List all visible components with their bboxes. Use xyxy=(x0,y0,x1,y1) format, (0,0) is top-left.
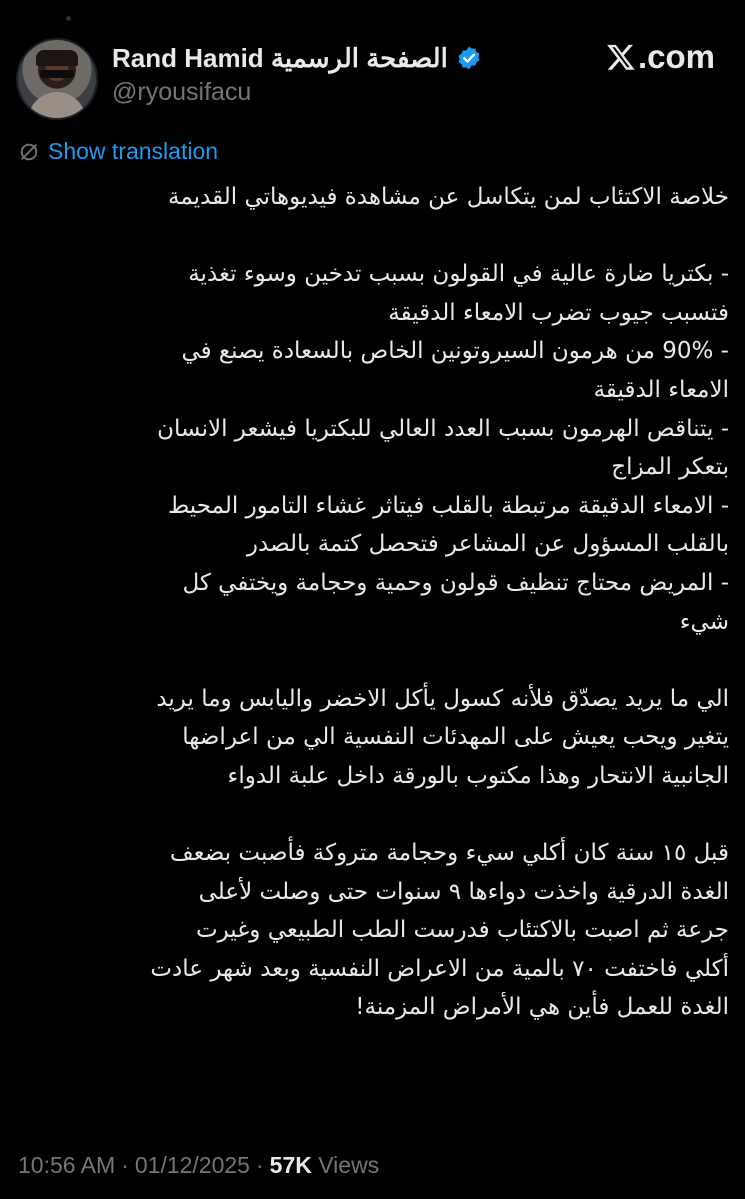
tweet-line: قبل ١٥ سنة كان أكلي سيء وحجامة متروكة فأصبت بضعف xyxy=(169,840,729,867)
decorative-dot xyxy=(66,16,71,21)
verified-badge-icon xyxy=(456,45,482,71)
tweet-line: - يتناقص الهرمون بسبب العدد العالي للبكتريا فيشعر الانسان xyxy=(157,415,729,442)
tweet-line: الامعاء الدقيقة xyxy=(593,376,729,403)
tweet-line: جرعة ثم اصبت بالاكتئاب فدرست الطب الطبيعي وغيرت xyxy=(195,917,729,944)
site-label xyxy=(606,38,715,76)
tweet-blank-line xyxy=(18,217,729,256)
tweet-time[interactable]: 10:56 AM xyxy=(18,1152,116,1178)
avatar-glasses xyxy=(40,70,74,78)
meta-separator: · xyxy=(255,1152,264,1178)
tweet-line: يتغير ويحب يعيش على المهدئات النفسية الي من اعراضها xyxy=(182,724,729,751)
tweet-line: خلاصة الاكتئاب لمن يتكاسل عن مشاهدة فيديوهاتي القديمة xyxy=(168,184,729,210)
translate-icon xyxy=(18,141,40,163)
tweet-line: - المريض محتاج تنظيف قولون وحمية وحجامة ويختفي كل xyxy=(182,569,729,596)
tweet-blank-line xyxy=(18,641,729,680)
views-count: 57K xyxy=(269,1152,312,1178)
avatar-hair xyxy=(36,50,78,66)
show-translation-link[interactable] xyxy=(18,138,218,165)
tweet-text xyxy=(18,178,729,1027)
tweet-line: شيء xyxy=(679,608,729,635)
tweet-line: بتعكر المزاج xyxy=(611,454,729,481)
tweet-line: - 90% من هرمون السيروتونين الخاص بالسعادة يصنع في xyxy=(181,338,729,365)
tweet-line: - بكتريا ضارة عالية في القولون بسبب تدخين وسوء تغذية xyxy=(188,261,729,288)
author-handle[interactable]: @ryousifacu xyxy=(112,78,252,106)
avatar[interactable] xyxy=(18,40,96,118)
avatar-body xyxy=(28,92,86,118)
author-display-name[interactable]: Rand Hamid الصفحة الرسمية xyxy=(112,42,448,73)
tweet-line: الي ما يريد يصدّق فلأنه كسول يأكل الاخضر واليابس وما يريد xyxy=(156,685,729,712)
x-logo-icon xyxy=(606,42,636,72)
tweet-line: الغدة الدرقية واخذت دواءها ٩ سنوات حتى وصلت لأعلى xyxy=(198,878,729,905)
show-translation-label[interactable]: Show translation xyxy=(48,138,219,164)
tweet-date[interactable]: 01/12/2025 xyxy=(134,1152,250,1178)
author-name-row[interactable] xyxy=(112,40,482,76)
tweet-line: - الامعاء الدقيقة مرتبطة بالقلب فيتاثر غشاء التامور المحيط xyxy=(167,492,729,519)
tweet-blank-line xyxy=(18,796,729,835)
tweet-line: الغدة للعمل فأين هي الأمراض المزمنة! xyxy=(355,994,729,1021)
tweet-line: بالقلب المسؤول عن المشاعر فتحصل كتمة بالصدر xyxy=(246,531,729,558)
tweet-meta xyxy=(18,1152,379,1179)
views-label: Views xyxy=(318,1152,380,1178)
meta-separator: · xyxy=(121,1152,129,1178)
tweet-line: الجانبية الانتحار وهذا مكتوب بالورقة داخل علبة الدواء xyxy=(227,762,729,789)
tweet-line: أكلي فاختفت ٧٠ بالمية من الاعراض النفسية وبعد شهر عادت xyxy=(150,955,729,982)
site-domain: .com xyxy=(637,38,715,75)
tweet-line: فتسبب جيوب تضرب الامعاء الدقيقة xyxy=(388,299,729,326)
